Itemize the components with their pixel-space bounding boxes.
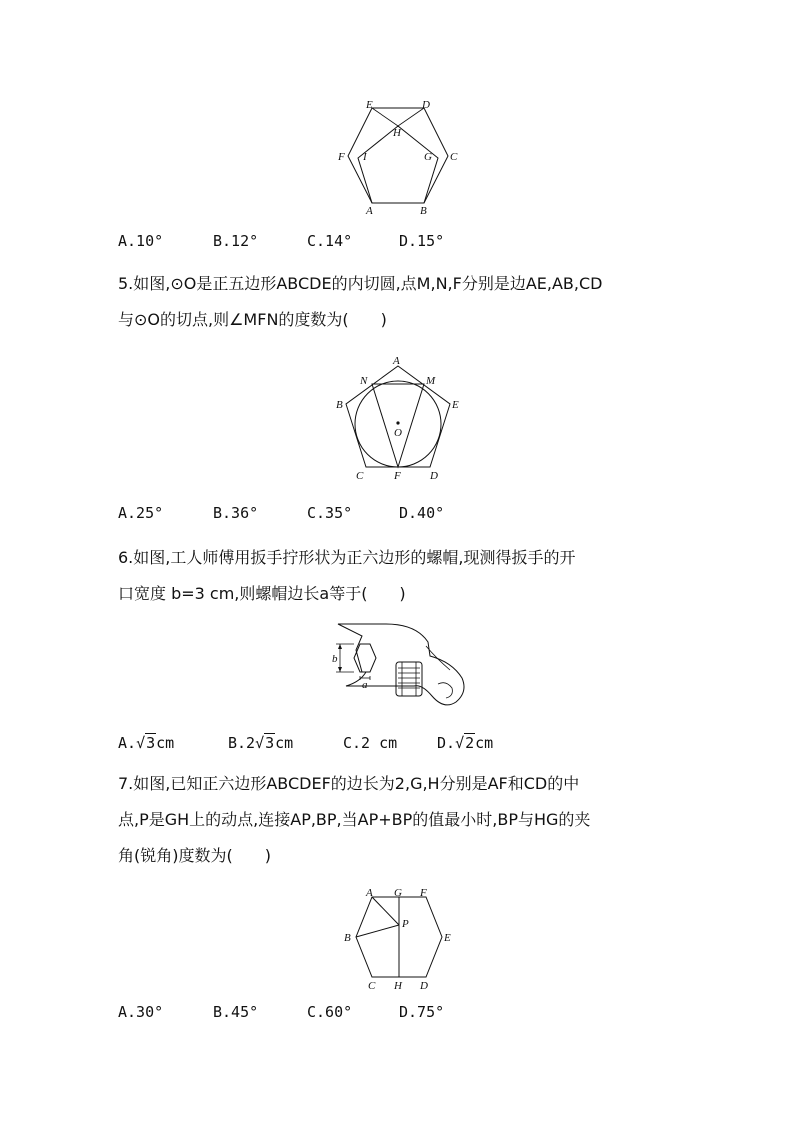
center-point-o [396, 421, 399, 424]
label-F: F [394, 470, 401, 482]
label-M: M [426, 375, 436, 387]
q5-choice-a[interactable]: A.25° [118, 504, 164, 522]
figure-hexagon-abcdef [336, 885, 466, 993]
figure-hexagon-pentagon [330, 96, 470, 218]
label-A: A [366, 887, 373, 899]
q5-choice-d[interactable]: D.40° [399, 504, 445, 522]
label-B: B [420, 205, 427, 217]
q6-choice-a-radicand: 3 [146, 734, 156, 752]
label-O: O [394, 427, 402, 439]
q4-choice-c[interactable]: C.14° [307, 232, 353, 250]
label-H: H [393, 127, 401, 139]
q5-choices [118, 504, 444, 522]
q6-choice-d[interactable] [437, 733, 493, 752]
segment-ap [372, 897, 399, 925]
label-E: E [366, 99, 373, 111]
q7-line-3: 角(锐角)度数为( ) [118, 846, 271, 865]
q6-choice-d-radicand: 2 [465, 734, 475, 752]
q6-choice-b[interactable] [228, 733, 343, 752]
label-C: C [356, 470, 364, 482]
q6-line-1: 6.如图,工人师傅用扳手拧形状为正六边形的螺帽,现测得扳手的开 [118, 548, 576, 567]
q7-line-1: 7.如图,已知正六边形ABCDEF的边长为2,G,H分别是AF和CD的中 [118, 774, 580, 793]
q7-choice-a[interactable]: A.30° [118, 1003, 164, 1021]
sqrt-icon: √2 [455, 734, 475, 752]
question-7 [118, 766, 688, 874]
label-I: I [363, 151, 367, 163]
label-P: P [402, 918, 409, 930]
q7-choice-d[interactable]: D.75° [399, 1003, 445, 1021]
q6-choice-d-unit: cm [475, 734, 494, 752]
q6-choice-a[interactable] [118, 733, 228, 752]
sqrt-icon: √3 [136, 734, 156, 752]
q6-choice-b-unit: cm [275, 734, 294, 752]
segment-bp [356, 925, 399, 937]
q7-choice-c[interactable]: C.60° [307, 1003, 353, 1021]
q7-choices [118, 1003, 444, 1021]
q7-choice-b[interactable]: B.45° [213, 1003, 259, 1021]
q6-choice-b-radicand: 3 [265, 734, 275, 752]
wrench-worm [396, 662, 422, 696]
q6-line-2: 口宽度 b=3 cm,则螺帽边长a等于( ) [118, 584, 406, 603]
q6-choice-b-prefix: B.2 [228, 734, 256, 752]
label-B: B [336, 399, 343, 411]
q5-line-1: 5.如图,⊙O是正五边形ABCDE的内切圆,点M,N,F分别是边AE,AB,CD [118, 274, 603, 293]
q6-choice-a-prefix: A. [118, 734, 137, 752]
q6-choice-a-unit: cm [156, 734, 175, 752]
label-b: b [332, 653, 338, 665]
label-A: A [393, 355, 400, 367]
q4-choice-a[interactable]: A.10° [118, 232, 164, 250]
label-B: B [344, 932, 351, 944]
q4-choice-b[interactable]: B.12° [213, 232, 259, 250]
label-G: G [424, 151, 432, 163]
label-D: D [422, 99, 430, 111]
q6-choice-d-prefix: D. [437, 734, 456, 752]
figure-pentagon-incircle [330, 352, 470, 484]
label-C: C [368, 980, 376, 992]
label-F: F [420, 887, 427, 899]
label-H: H [394, 980, 402, 992]
question-6 [118, 540, 688, 612]
label-C: C [450, 151, 458, 163]
label-a: a [362, 679, 368, 691]
q6-choices [118, 733, 493, 752]
q4-choices [118, 232, 444, 250]
sqrt-icon: √3 [255, 734, 275, 752]
label-F: F [338, 151, 345, 163]
label-A: A [366, 205, 373, 217]
label-N: N [360, 375, 368, 387]
label-D: D [430, 470, 438, 482]
q4-choice-d[interactable]: D.15° [399, 232, 445, 250]
q5-line-2: 与⊙O的切点,则∠MFN的度数为( ) [118, 310, 387, 329]
label-E: E [444, 932, 451, 944]
q5-choice-c[interactable]: C.35° [307, 504, 353, 522]
q7-line-2: 点,P是GH上的动点,连接AP,BP,当AP+BP的值最小时,BP与HG的夹 [118, 810, 591, 829]
label-E: E [452, 399, 459, 411]
q5-choice-b[interactable]: B.36° [213, 504, 259, 522]
label-D: D [420, 980, 428, 992]
figure-wrench-nut [326, 622, 476, 712]
question-5 [118, 266, 688, 338]
label-G: G [394, 887, 402, 899]
q6-choice-c[interactable]: C.2 cm [343, 734, 398, 752]
triangle-mfn [372, 384, 424, 467]
